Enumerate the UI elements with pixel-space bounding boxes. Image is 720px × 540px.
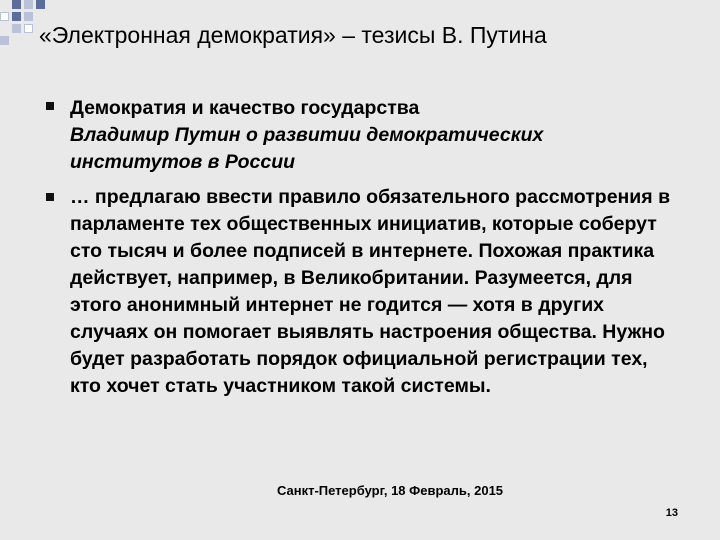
decor-square [0,12,9,21]
decor-square [0,36,9,45]
decor-square [12,12,21,21]
decor-square [24,0,33,9]
bullet-text [70,95,680,176]
decor-square [12,0,21,9]
page-number: 13 [665,507,678,519]
bullet-square-icon [46,102,54,110]
bullet-subtitle: Владимир Путин о развитии демократических институтов в России [70,124,544,173]
slide-title: «Электронная демократия» – тезисы В. Путина [39,22,547,48]
decor-square [12,24,21,33]
quote-text: … предлагаю ввести правило обязательного рассмотрения в парламенте тех общественных инициатив, которые соберут сто тысяч и более подписей в интернете. Похожая практика действует, например, в Великобритании. Разумеется, для этого анонимный интернет не годится — хотя в других случаях он помогает выявлять настроения общества. Нужно будет разработать порядок официальной регистрации тех, кто хочет стать участником такой системы. [70,186,671,397]
decor-square [24,12,33,21]
source-caption: Санкт-Петербург, 18 Февраль, 2015 [276,483,504,498]
decor-square [24,24,33,33]
decor-square [36,0,45,9]
bullet-heading: Демократия и качество государства [70,97,420,119]
bullet-square-icon [46,193,54,201]
